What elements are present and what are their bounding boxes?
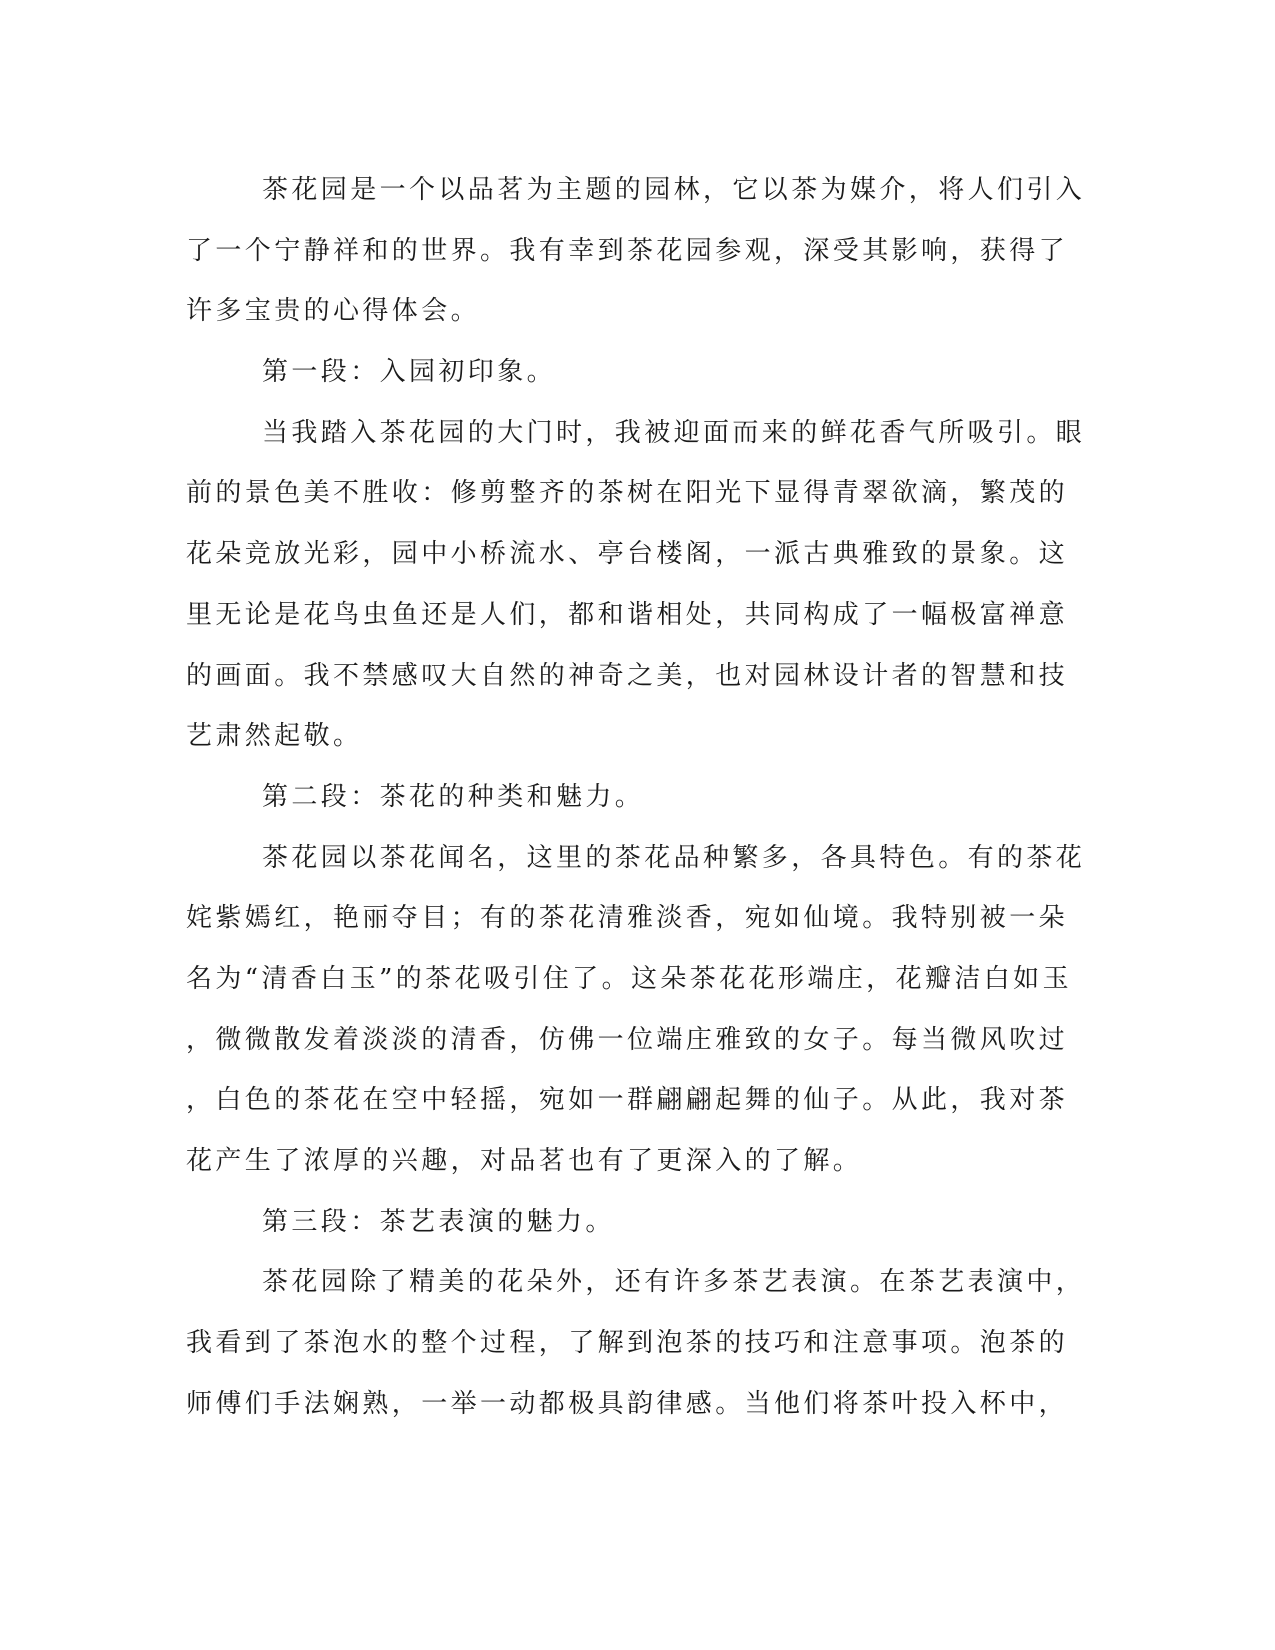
section-heading: 第三段：茶艺表演的魅力。 xyxy=(262,1206,615,1237)
text-line: 茶花园除了精美的花朵外，还有许多茶艺表演。在茶艺表演中， xyxy=(262,1267,1086,1298)
text-line: 我看到了茶泡水的整个过程，了解到泡茶的技巧和注意事项。泡茶的 xyxy=(186,1328,1069,1359)
text-line: 许多宝贵的心得体会。 xyxy=(186,296,481,327)
text-line: 里无论是花鸟虫鱼还是人们，都和谐相处，共同构成了一幅极富禅意 xyxy=(186,599,1069,630)
text-line: 艺肃然起敬。 xyxy=(186,721,363,752)
document-body xyxy=(186,160,1086,1434)
text-line: 师傅们手法娴熟，一举一动都极具韵律感。当他们将茶叶投入杯中， xyxy=(186,1388,1069,1419)
text-line: ，白色的茶花在空中轻摇，宛如一群翩翩起舞的仙子。从此，我对茶 xyxy=(186,1085,1069,1116)
text-line: 姹紫嫣红，艳丽夺目；有的茶花清雅淡香，宛如仙境。我特别被一朵 xyxy=(186,903,1069,934)
text-line: 了一个宁静祥和的世界。我有幸到茶花园参观，深受其影响，获得了 xyxy=(186,235,1069,266)
text-line: 茶花园以茶花闻名，这里的茶花品种繁多，各具特色。有的茶花 xyxy=(262,842,1086,873)
text-line: 当我踏入茶花园的大门时，我被迎面而来的鲜花香气所吸引。眼 xyxy=(262,417,1086,448)
text-line: 的画面。我不禁感叹大自然的神奇之美，也对园林设计者的智慧和技 xyxy=(186,660,1069,691)
text-line: 前的景色美不胜收：修剪整齐的茶树在阳光下显得青翠欲滴，繁茂的 xyxy=(186,478,1069,509)
text-line: ，微微散发着淡淡的清香，仿佛一位端庄雅致的女子。每当微风吹过 xyxy=(186,1024,1069,1055)
section-heading: 第二段：茶花的种类和魅力。 xyxy=(262,781,645,812)
section-heading: 第一段：入园初印象。 xyxy=(262,357,557,388)
text-line: 花朵竞放光彩，园中小桥流水、亭台楼阁，一派古典雅致的景象。这 xyxy=(186,539,1069,570)
text-line: 茶花园是一个以品茗为主题的园林，它以茶为媒介，将人们引入 xyxy=(262,175,1086,205)
text-line: 花产生了浓厚的兴趣，对品茗也有了更深入的了解。 xyxy=(186,1146,863,1176)
text-line: 名为“清香白玉”的茶花吸引住了。这朵茶花花形端庄，花瓣洁白如玉 xyxy=(186,963,1072,994)
